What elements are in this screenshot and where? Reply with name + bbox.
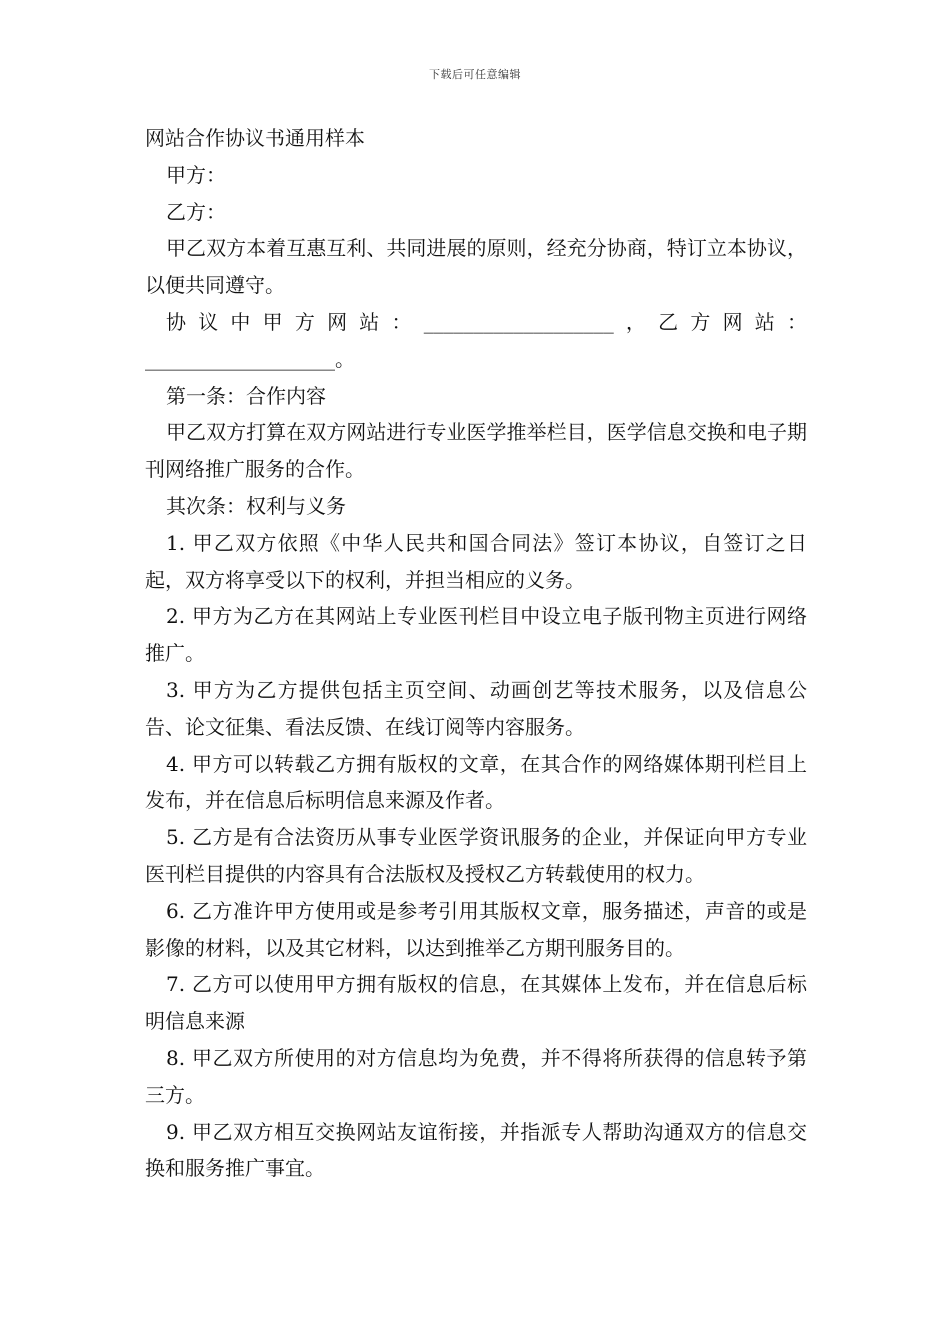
- document-title: 网站合作协议书通用样本: [145, 126, 365, 150]
- clause-4: 4. 甲方可以转载乙方拥有版权的文章，在其合作的网络媒体期刊栏目上发布，并在信息后标明信息来源及作者。: [145, 751, 807, 813]
- document-body: [145, 120, 807, 1187]
- clause-2: 2. 甲方为乙方在其网站上专业医刊栏目中设立电子版刊物主页进行网络推广。: [145, 604, 807, 666]
- clause-5: 5. 乙方是有合法资历从事专业医学资讯服务的企业，并保证向甲方专业医刊栏目提供的内容具有合法版权及授权乙方转载使用的权力。: [145, 825, 807, 886]
- clause-6: 6. 乙方准许甲方使用或是参考引用其版权文章，服务描述，声音的或是影像的材料，以及其它材料，以达到推举乙方期刊服务目的。: [145, 898, 807, 960]
- page-header: 下载后可任意编辑: [429, 68, 521, 81]
- clause-3: 3. 甲方为乙方提供包括主页空间、动画创艺等技术服务，以及信息公告、论文征集、看法反馈、在线订阅等内容服务。: [145, 677, 807, 739]
- clause-9: 9. 甲乙双方相互交换网站友谊衔接，并指派专人帮助沟通双方的信息交换和服务推广事宜。: [145, 1119, 807, 1181]
- party-b-line: 乙方：: [166, 199, 226, 224]
- article-1-heading: 第一条：合作内容: [166, 383, 326, 408]
- article-1-paragraph: 甲乙双方打算在双方网站进行专业医学推举栏目，医学信息交换和电子期刊网络推广服务的合作。: [145, 420, 807, 482]
- article-2-heading: 其次条：权利与义务: [166, 493, 346, 518]
- clause-8: 8. 甲乙双方所使用的对方信息均为免费，并不得将所获得的信息转予第三方。: [145, 1045, 807, 1107]
- party-a-line: 甲方：: [166, 162, 226, 187]
- websites-paragraph: 协议中甲方网站：___________________，乙方网站：___________________。: [145, 309, 807, 371]
- clause-1: 1. 甲乙双方依照《中华人民共和国合同法》签订本协议，自签订之日起，双方将享受以下的权利，并担当相应的义务。: [145, 530, 807, 592]
- clause-7: 7. 乙方可以使用甲方拥有版权的信息，在其媒体上发布，并在信息后标明信息来源: [145, 972, 807, 1034]
- preamble-paragraph: 甲乙双方本着互惠互利、共同进展的原则，经充分协商，特订立本协议，以便共同遵守。: [145, 236, 807, 298]
